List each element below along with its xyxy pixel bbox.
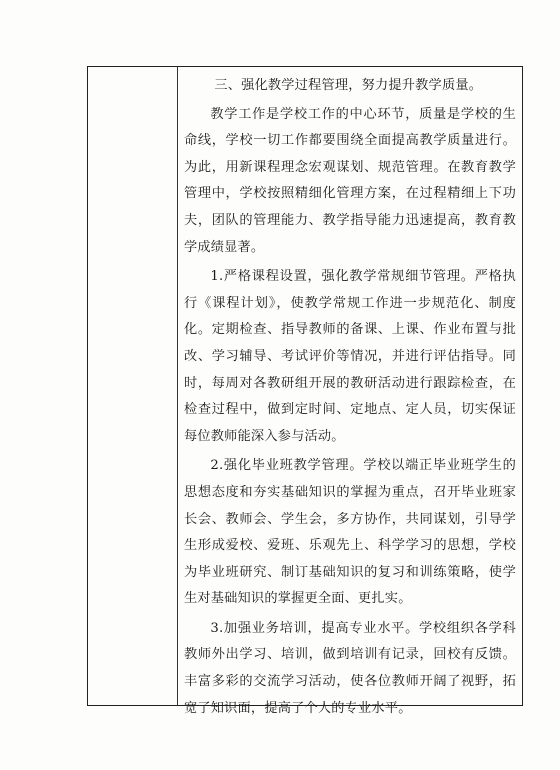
content-cell: [184, 73, 516, 722]
paragraph-graduating-class: 2.强化毕业班教学管理。学校以端正毕业班学生的思想态度和夯实基础知识的掌握为重点，召开毕业班家长会、教师会、学生会，多方协作，共同谋划，引导学生形成爱校、爱班、乐观先上、科学学习的思想，学校为毕业班研究、制订基础知识的复习和训练策略，使学生对基础知识的掌握更全面、更扎实。: [184, 458, 516, 607]
paragraph-intro: 教学工作是学校工作的中心环节，质量是学校的生命线，学校一切工作都要围绕全面提高教学质量进行。为此，用新课程理念宏观谋划、规范管理。在教育教学管理中，学校按照精细化管理方案，在过程精细上下功夫，团队的管理能力、教学指导能力迅速提高，教育教学成绩显著。: [184, 106, 516, 255]
table-frame: [87, 66, 523, 716]
left-column-cell: [88, 67, 178, 705]
paragraph-training: 3.加强业务培训，提高专业水平。学校组织各学科教师外出学习、培训，做到培训有记录，回校有反馈。丰富多彩的交流学习活动，使各位教师开阔了视野，拓宽了知识面，提高了个人的专业水平。: [184, 620, 516, 716]
section-heading: 三、强化教学过程管理，努力提升教学质量。: [214, 78, 483, 93]
paragraph-curriculum: 1.严格课程设置，强化教学常规细节管理。严格执行《课程计划》，使教学常规工作进一步规范化、制度化。定期检查、指导教师的备课、上课、作业布置与批改、学习辅导、考试评价等情况，并进行评估指导。同时，每周对各教研组开展的教研活动进行跟踪检查，在检查过程中，做到定时间、定地点、定人员，切实保证每位教师能深入参与活动。: [184, 269, 516, 444]
